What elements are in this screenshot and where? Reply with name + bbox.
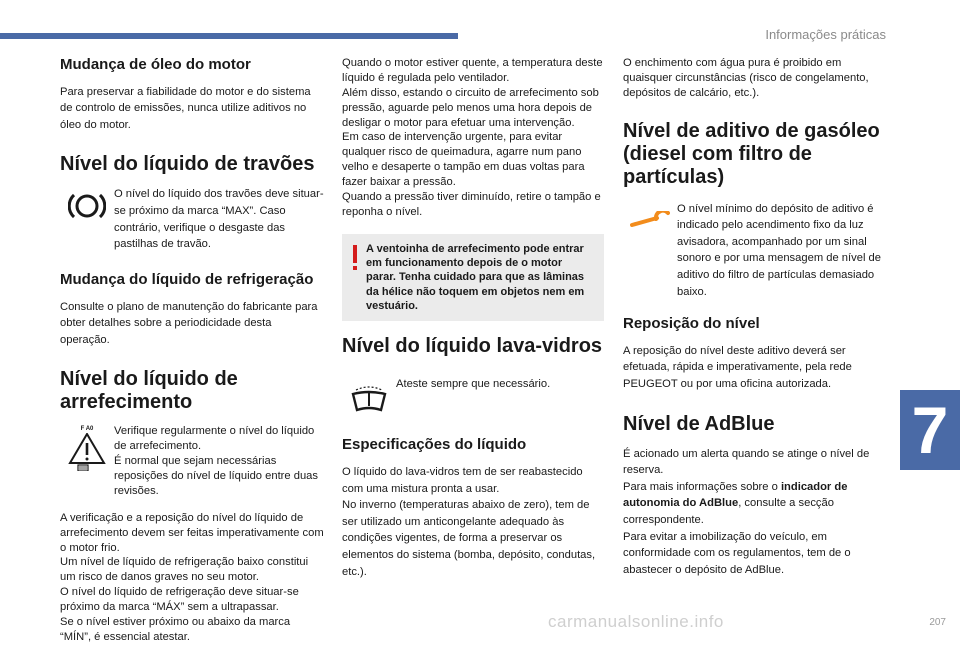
column-3 — [623, 56, 885, 578]
coolant-change-title: Mudança do líquido de refrigeração — [60, 270, 314, 288]
hot-engine-text: Quando o motor estiver quente, a temperatura deste líquido é regulada pelo ventilador. Além disso, estando o circuito de arrefecimento sob pressão, aguarde pelo menos uma hora depois de desligar o motor para efetuar uma intervenção. Em caso de intervenção urgente, para evitar qualquer risco de queimadura, agarre num pano velho e desaperte o tampão em duas voltas para fazer baixar a pressão. Quando a pressão tiver diminuído, retire o tampão e reponha o nível. — [342, 57, 603, 218]
washer-fluid-text: Ateste sempre que necessário. — [396, 378, 551, 391]
wrench-icon — [623, 201, 677, 229]
washer-fluid-icon — [342, 374, 396, 414]
column-2 — [342, 56, 604, 580]
specs-text: O líquido do lava-vidros tem de ser reabastecido com uma mistura pronta a usar. No inverno (temperaturas abaixo de zero), tem de ser utilizado um anticongelante adequado às condições vigentes, de forma a preservar os elementos do sistema (bomba, depósito, condutas, etc.). — [342, 466, 596, 578]
brake-warning-icon — [60, 186, 114, 224]
diesel-additive-title: Nível de aditivo de gasóleo (diesel com filtro de partículas) — [623, 119, 880, 188]
washer-fluid-block — [342, 374, 604, 414]
adblue-title: Nível de AdBlue — [623, 412, 775, 435]
warning-exclamation-icon — [353, 245, 357, 270]
refill-title: Reposição do nível — [623, 315, 760, 333]
page-number: 207 — [929, 617, 946, 628]
brake-fluid-block — [60, 186, 324, 252]
adblue-text-b: , consulte a secção correspondente. Para evitar a imobilização do veículo, em conformidade com os regulamentos, tem de o abastecer o depósito de AdBlue. — [623, 497, 851, 576]
column-1 — [60, 56, 324, 645]
coolant-level-block — [60, 424, 324, 498]
fan-warning-text: A ventoinha de arrefecimento pode entrar em funcionamento depois de o motor parar. Tenha cuidado para que as lâminas da hélice não toquem em objetos nem em vestuário. — [366, 242, 585, 312]
specs-title: Especificações do líquido — [342, 436, 527, 454]
diesel-additive-text: O nível mínimo do depósito de aditivo é indicado pelo acendimento fixo da luz avisadora, acompanhado por um sinal sonoro e por uma mensagem de nível de aditivo do filtro de partículas demasiado baixo. — [677, 202, 881, 298]
watermark: carmanualsonline.info — [548, 612, 724, 631]
washer-fluid-title: Nível do líquido lava-vidros — [342, 335, 603, 358]
diesel-additive-block — [623, 201, 885, 300]
coolant-change-text: Consulte o plano de manutenção do fabricante para obter detalhes sobre a periodicidade desta operação. — [60, 300, 318, 346]
coolant-level-check-text: Verifique regularmente o nível do líquido de arrefecimento. É normal que sejam necessárias reposições do nível de líquido entre duas revisões. — [114, 425, 318, 497]
coolant-level-text: A verificação e a reposição do nível do líquido de arrefecimento devem ser feitas imperativamente com o motor frio. Um nível de líquido de refrigeração baixo constitui um risco de danos graves no seu motor. O nível do líquido de refrigeração deve situar-se próximo da marca “MÁX” sem a ultrapassar. Se o nível estiver próximo ou abaixo da marca “MÍN”, é essencial atestar. — [60, 511, 324, 643]
oil-change-text: Para preservar a fiabilidade do motor e do sistema de controlo de emissões, nunca utilize aditivos no óleo do motor. — [60, 85, 311, 131]
refill-text: A reposição do nível deste aditivo deverá ser efetuada, rápida e imperativamente, pela rede PEUGEOT ou por uma oficina autorizada. — [623, 344, 852, 391]
chapter-tab: 7 — [900, 390, 960, 470]
top-accent-bar — [0, 33, 458, 39]
coolant-level-title: Nível do líquido de arrefecimento — [60, 368, 238, 414]
fan-warning-box — [342, 234, 604, 321]
coolant-warning-icon — [60, 424, 114, 471]
brake-fluid-text: O nível do líquido dos travões deve situar-se próximo da marca “MAX”. Caso contrário, verifique o desgaste das pastilhas de travão. — [114, 188, 324, 251]
adblue-autonomy-link: indicador de autonomia do AdBlue — [623, 480, 848, 510]
brake-fluid-title: Nível do líquido de travões — [60, 153, 315, 176]
section-header: Informações práticas — [765, 27, 886, 42]
coolant-icon-label: F A0 — [80, 426, 94, 433]
adblue-text — [623, 446, 885, 579]
oil-change-title: Mudança de óleo do motor — [60, 56, 251, 73]
pure-water-text: O enchimento com água pura é proibido em quaisquer circunstâncias (risco de congelamento, depósitos de calcário, etc.). — [623, 57, 869, 99]
adblue-text-a: É acionado um alerta quando se atinge o nível de reserva. Para mais informações sobre o — [623, 447, 870, 493]
